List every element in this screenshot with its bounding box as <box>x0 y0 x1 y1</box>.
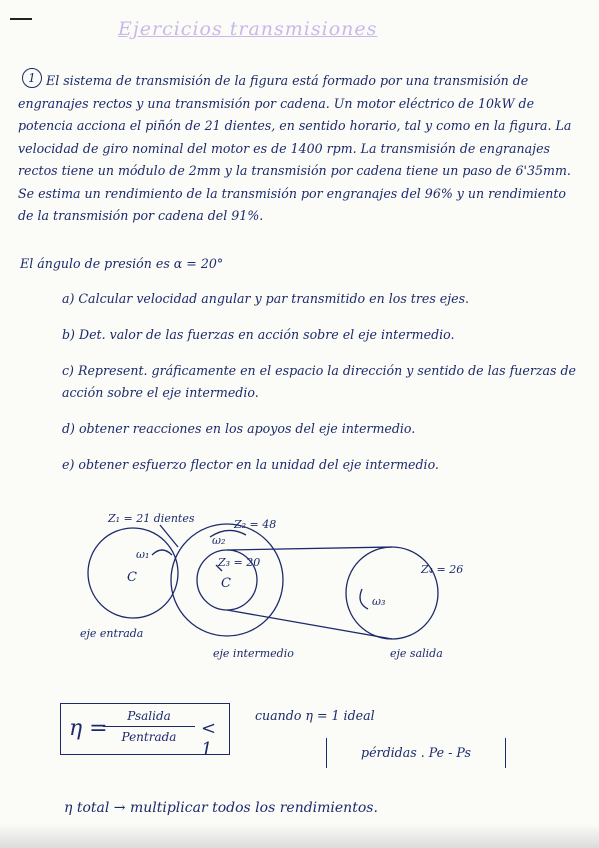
efficiency-formula-box <box>60 703 230 760</box>
z2-label: Z₂ = 48 <box>234 518 277 531</box>
task-item-b: b) Det. valor de las fuerzas en acción sobre el eje intermedio. <box>62 327 455 342</box>
output-shaft-label: eje salida <box>390 647 443 660</box>
input-shaft-label: eje entrada <box>80 627 144 640</box>
input-gear-center-label: C <box>127 570 137 585</box>
page-dash-mark <box>10 18 32 20</box>
page-title: Ejercicios transmisiones <box>118 18 378 40</box>
eta-symbol: η = <box>69 716 108 741</box>
z1-label: Z₁ = 21 dientes <box>108 512 195 525</box>
w1-label: ω₁ <box>136 548 150 561</box>
chain-lower-line <box>227 610 392 639</box>
task-item-c: c) Represent. gráficamente en el espacio la dirección y sentido de las fuerzas de acción sobre el eje intermedio. <box>62 363 577 400</box>
w1-arrow-icon <box>152 550 172 555</box>
losses-box: pérdidas . Pe - Ps <box>326 738 506 768</box>
page-bottom-shadow <box>0 824 599 848</box>
task-item-a: a) Calcular velocidad angular y par transmitido en los tres ejes. <box>62 291 470 306</box>
z4-label: Z₄ = 26 <box>421 563 464 576</box>
w3-label: ω₃ <box>372 595 386 608</box>
problem-statement: El sistema de transmisión de la figura está formado por una transmisión de engranajes rectos y una transmisión por cadena. Un motor eléctrico de 10kW de potencia acciona el piñón de 21 dientes, en sentido horario, tal y como en la figura. La velocidad de giro nominal del motor es de 1400 rpm. La transmisión de engranajes rectos tiene un módulo de 2mm y la transmisión por cadena tiene un paso de 6'35mm. Se estima un rendimiento de la transmisión por engranajes del 96% y un rendimiento de la transmisión por cadena del 91%. <box>18 73 572 223</box>
z3-label: Z₃ = 20 <box>218 556 261 569</box>
fraction-numerator: Psalida <box>127 709 171 723</box>
fraction-bar <box>103 726 195 727</box>
task-item-d: d) obtener reacciones en los apoyos del eje intermedio. <box>62 421 416 436</box>
problem-number: 1 <box>22 68 42 88</box>
efficiency-fraction <box>103 709 195 744</box>
w2-label: ω₂ <box>212 534 226 547</box>
fraction-denominator: Pentrada <box>121 730 177 744</box>
w3-arrow-icon <box>360 589 368 609</box>
chain-upper-line <box>227 547 392 550</box>
less-than-one: < 1 <box>201 718 217 760</box>
pressure-angle-note: El ángulo de presión es α = 20° <box>20 256 224 271</box>
ideal-note: cuando η = 1 ideal <box>255 708 375 723</box>
total-efficiency-note: η total → multiplicar todos los rendimientos. <box>64 800 378 816</box>
z1-pointer <box>160 525 178 547</box>
task-item-e: e) obtener esfuerzo flector en la unidad del eje intermedio. <box>62 457 439 472</box>
intermediate-shaft-label: eje intermedio <box>213 647 294 660</box>
intermediate-gear-center-label: C <box>221 576 231 591</box>
output-sprocket-circle <box>346 547 438 639</box>
task-list <box>62 288 582 490</box>
